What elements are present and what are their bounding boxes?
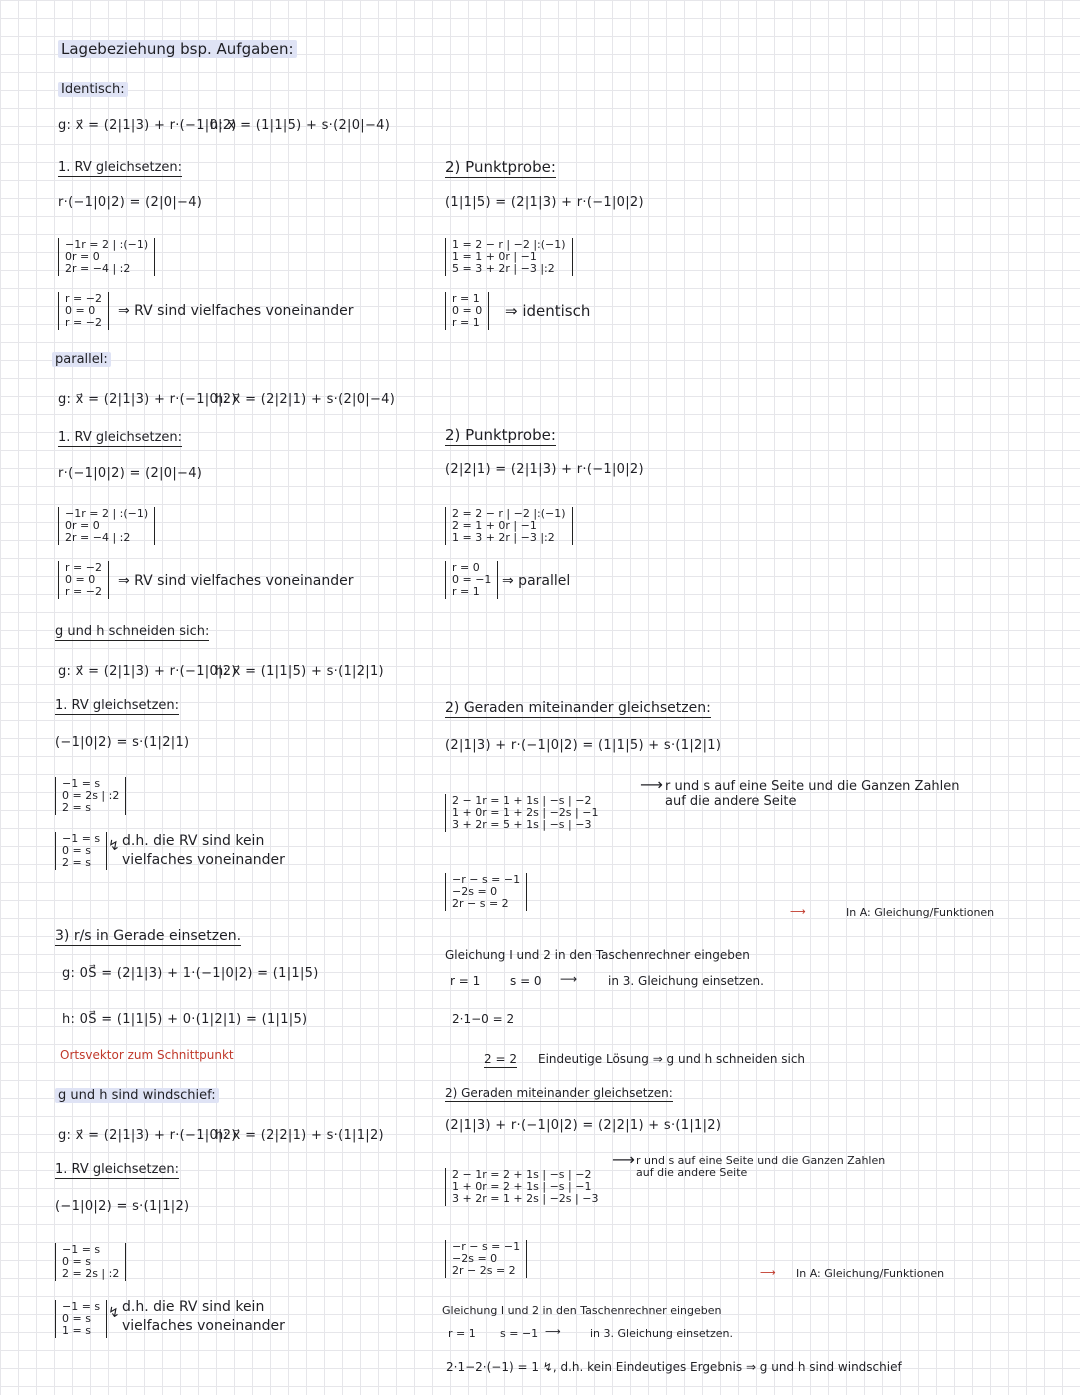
equation-rv: (−1|0|2) = s·(1|1|2): [55, 1199, 190, 1214]
lightning-icon: ↯: [108, 1305, 120, 1321]
equation-geraden: (2|1|3) + r·(−1|0|2) = (2|2|1) + s·(1|1|2): [445, 1118, 722, 1133]
arrow-right-icon: ⟶: [760, 1266, 776, 1279]
arrow-right-icon: ⟶: [545, 1325, 561, 1338]
step-geraden-gleichsetzen: 2) Geraden miteinander gleichsetzen:: [445, 1086, 673, 1100]
equation-geraden: (2|1|3) + r·(−1|0|2) = (1|1|5) + s·(1|2|1): [445, 738, 722, 753]
result-windschief: 2·1−2·(−1) = 1 ↯, d.h. kein Eindeutiges Ergebnis ⇒ g und h sind windschief: [446, 1360, 902, 1374]
result-schneiden: Eindeutige Lösung ⇒ g und h schneiden sich: [538, 1052, 806, 1066]
equation-g-schnittpunkt: g: 0S⃗ = (2|1|3) + 1·(−1|0|2) = (1|1|5): [62, 966, 319, 981]
calc-einsetzen: in 3. Gleichung einsetzen.: [590, 1327, 733, 1340]
system-geraden: 2 − 1r = 1 + 1s | −s | −2 1 + 0r = 1 + 2s | −2s | −1 3 + 2r = 5 + 1s | −s | −3: [445, 794, 604, 832]
calc-r: r = 1: [450, 974, 481, 988]
calc-einsetzen: in 3. Gleichung einsetzen.: [608, 974, 764, 988]
system-rv: −1 = s 0 = 2s | :2 2 = s: [55, 777, 126, 815]
calc-r: r = 1: [448, 1327, 476, 1340]
line-g: g: x⃗ = (2|1|3) + r·(−1|0|2): [58, 392, 237, 407]
calc-instruction: Gleichung I und 2 in den Taschenrechner eingeben: [442, 1304, 722, 1317]
heading-schneiden: g und h schneiden sich:: [55, 624, 210, 639]
system-geraden: 2 − 1r = 2 + 1s | −s | −2 1 + 0r = 2 + 1s | −s | −1 3 + 2r = 1 + 2s | −2s | −3: [445, 1168, 604, 1206]
system-punktprobe-result: r = 1 0 = 0 r = 1: [445, 292, 489, 330]
arrow-right-icon: ⟶: [560, 972, 578, 986]
equation-rv: (−1|0|2) = s·(1|2|1): [55, 735, 190, 750]
line-g: g: x⃗ = (2|1|3) + r·(−1|0|2): [58, 118, 237, 133]
result-kein-vielfaches-1: d.h. die RV sind kein: [122, 1299, 265, 1315]
arrow-right-icon: ⟶: [640, 775, 663, 794]
line-g: g: x⃗ = (2|1|3) + r·(−1|0|2): [58, 664, 237, 679]
equation-rv: r·(−1|0|2) = (2|0|−4): [58, 195, 203, 210]
step-punktprobe: 2) Punktprobe:: [445, 158, 556, 176]
system-rv: −1r = 2 | :(−1) 0r = 0 2r = −4 | :2: [58, 238, 155, 276]
system-rv-result: r = −2 0 = 0 r = −2: [58, 292, 109, 330]
line-h: h: x⃗ = (2|2|1) + s·(2|0|−4): [215, 392, 396, 407]
step-einsetzen: 3) r/s in Gerade einsetzen.: [55, 928, 242, 944]
lightning-icon: ↯: [108, 838, 120, 854]
result-kein-vielfaches-1: d.h. die RV sind kein: [122, 833, 265, 849]
calc-s: s = −1: [500, 1327, 539, 1340]
step-rv-gleichsetzen: 1. RV gleichsetzen:: [58, 430, 183, 445]
equation-punktprobe: (1|1|5) = (2|1|3) + r·(−1|0|2): [445, 195, 644, 210]
result-vielfaches: ⇒ RV sind vielfaches voneinander: [118, 573, 354, 589]
step-rv-gleichsetzen: 1. RV gleichsetzen:: [58, 160, 183, 175]
note-r-s-seite: r und s auf eine Seite und die Ganzen Zahlen auf die andere Seite: [636, 1154, 886, 1179]
calc-instruction: Gleichung I und 2 in den Taschenrechner eingeben: [445, 948, 750, 962]
system-rv-result: −1 = s 0 = s 1 = s: [55, 1300, 107, 1338]
equation-h-schnittpunkt: h: 0S⃗ = (1|1|5) + 0·(1|2|1) = (1|1|5): [62, 1012, 308, 1027]
system-geraden-umgeformt: −r − s = −1 −2s = 0 2r − 2s = 2: [445, 1240, 527, 1278]
system-punktprobe: 2 = 2 − r | −2 |:(−1) 2 = 1 + 0r | −1 1 = 3 + 2r | −3 |:2: [445, 507, 573, 545]
heading-identisch: Identisch:: [58, 82, 128, 97]
line-h: h: x⃗ = (1|1|5) + s·(2|0|−4): [210, 118, 391, 133]
system-punktprobe-result: r = 0 0 = −1 r = 1: [445, 561, 498, 599]
equation-punktprobe: (2|2|1) = (2|1|3) + r·(−1|0|2): [445, 462, 644, 477]
calc-check: 2·1−0 = 2: [452, 1012, 515, 1026]
line-h: h: x⃗ = (2|2|1) + s·(1|1|2): [215, 1128, 384, 1143]
arrow-right-icon: ⟶: [790, 905, 806, 918]
arrow-right-icon: ⟶: [612, 1150, 635, 1169]
label-ortsvektor: Ortsvektor zum Schnittpunkt: [60, 1048, 234, 1062]
note-taschenrechner: In A: Gleichung/Funktionen: [846, 906, 995, 919]
step-geraden-gleichsetzen: 2) Geraden miteinander gleichsetzen:: [445, 700, 711, 716]
result-identisch: ⇒ identisch: [505, 302, 591, 320]
result-vielfaches: ⇒ RV sind vielfaches voneinander: [118, 303, 354, 319]
heading-parallel: parallel:: [52, 352, 111, 367]
result-kein-vielfaches-2: vielfaches voneinander: [122, 1318, 285, 1334]
system-rv: −1r = 2 | :(−1) 0r = 0 2r = −4 | :2: [58, 507, 155, 545]
page-title-text: Lagebeziehung bsp. Aufgaben:: [58, 40, 297, 58]
system-rv-result: −1 = s 0 = s 2 = s: [55, 832, 107, 870]
step-rv-gleichsetzen: 1. RV gleichsetzen:: [55, 1162, 180, 1177]
step-rv-gleichsetzen: 1. RV gleichsetzen:: [55, 698, 180, 713]
line-h: h: x⃗ = (1|1|5) + s·(1|2|1): [215, 664, 384, 679]
calc-equal: 2 = 2: [484, 1052, 517, 1066]
system-geraden-umgeformt: −r − s = −1 −2s = 0 2r − s = 2: [445, 873, 527, 911]
result-kein-vielfaches-2: vielfaches voneinander: [122, 852, 285, 868]
result-parallel: ⇒ parallel: [502, 573, 571, 589]
note-r-s-seite: r und s auf eine Seite und die Ganzen Zahlen auf die andere Seite: [665, 779, 960, 809]
calc-s: s = 0: [510, 974, 542, 988]
page-title: [58, 40, 297, 58]
line-g: g: x⃗ = (2|1|3) + r·(−1|0|2): [58, 1128, 237, 1143]
system-rv: −1 = s 0 = s 2 = 2s | :2: [55, 1243, 126, 1281]
system-rv-result: r = −2 0 = 0 r = −2: [58, 561, 109, 599]
equation-rv: r·(−1|0|2) = (2|0|−4): [58, 466, 203, 481]
heading-windschief: g und h sind windschief:: [55, 1088, 219, 1103]
note-taschenrechner: In A: Gleichung/Funktionen: [796, 1267, 945, 1280]
system-punktprobe: 1 = 2 − r | −2 |:(−1) 1 = 1 + 0r | −1 5 = 3 + 2r | −3 |:2: [445, 238, 573, 276]
step-punktprobe: 2) Punktprobe:: [445, 426, 556, 444]
